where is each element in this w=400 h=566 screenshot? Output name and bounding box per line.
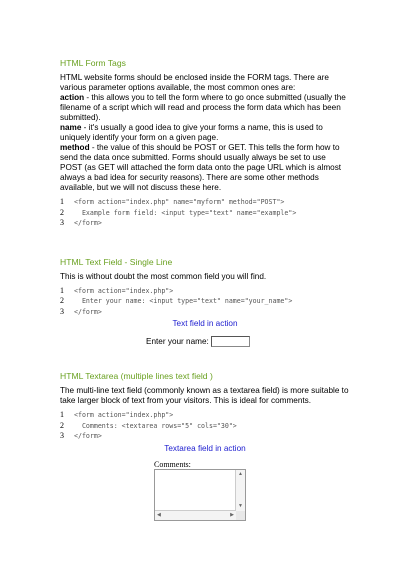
document-page (60, 58, 350, 521)
method-desc: - the value of this should be POST or GET. This tells the form how to send the data once submitted. Forms should usually always be set to use POST (as GET will attached the form data onto the page URL which is almost always a bad idea for security reasons). There are some other methods available, but we will not discuss these here. (60, 143, 342, 192)
scroll-right-icon[interactable]: ▶ (230, 511, 234, 518)
text-field-heading: HTML Text Field - Single Line (60, 256, 173, 267)
horizontal-scrollbar[interactable] (155, 510, 236, 520)
form-tags-intro: HTML website forms should be enclosed inside the FORM tags. There are various parameter options available, the most common ones are: (60, 73, 329, 92)
scroll-left-icon[interactable]: ◀ (157, 511, 161, 518)
method-term: method (60, 143, 90, 152)
comments-label: Comments: (154, 459, 191, 469)
code-line: 1 <form action="index.php"> (60, 410, 174, 419)
name-param (60, 123, 350, 143)
code-line: 1 <form action="index.php"> (60, 285, 174, 295)
scrollbar-corner (236, 511, 245, 520)
code-line: 3 </form> (60, 306, 102, 316)
code-line: 3 </form> (60, 431, 102, 440)
code-line: 1 <form action="index.php" name="myform" method="POST"> (60, 197, 285, 206)
action-param (60, 93, 350, 123)
code-line: 3 </form> (60, 218, 102, 227)
text-field-code (60, 286, 350, 318)
comments-textarea[interactable] (154, 469, 246, 521)
form-tags-heading: HTML Form Tags (60, 58, 126, 68)
action-desc: - this allows you to tell the form where to go once submitted (usually the filename of a script which will read and process the form data which has been submitted). (60, 93, 346, 122)
textarea-demo (60, 460, 350, 521)
form-tags-code (60, 197, 350, 229)
name-term: name (60, 123, 82, 132)
code-line: 2 Enter your name: <input type="text" name="your_name"> (60, 296, 293, 305)
text-field-intro: This is without doubt the most common field you will find. (60, 271, 267, 281)
action-term: action (60, 93, 85, 102)
textarea-demo-title: Textarea field in action (164, 443, 246, 453)
code-line: 2 Example form field: <input type="text" name="example"> (60, 207, 297, 217)
textarea-intro: The multi-line text field (commonly known as a textarea field) is more suitable to take larger block of text from your visitors. This is ideal for comments. (60, 386, 349, 405)
name-field-label: Enter your name: (146, 337, 212, 346)
text-field-demo (60, 336, 350, 347)
textarea-heading: HTML Textarea (multiple lines text field ) (60, 371, 213, 381)
textarea-code (60, 410, 350, 442)
method-param (60, 143, 350, 193)
name-input[interactable] (211, 336, 250, 347)
scroll-up-icon[interactable]: ▲ (238, 470, 243, 477)
name-desc: - it's usually a good idea to give your forms a name, this is used to uniquely identify your form on a given page. (60, 123, 323, 142)
code-line: 2 Comments: <textarea rows="5" cols="30"> (60, 420, 237, 430)
vertical-scrollbar[interactable] (235, 470, 245, 511)
text-field-demo-title: Text field in action (172, 319, 238, 328)
scroll-down-icon[interactable]: ▼ (238, 502, 243, 509)
